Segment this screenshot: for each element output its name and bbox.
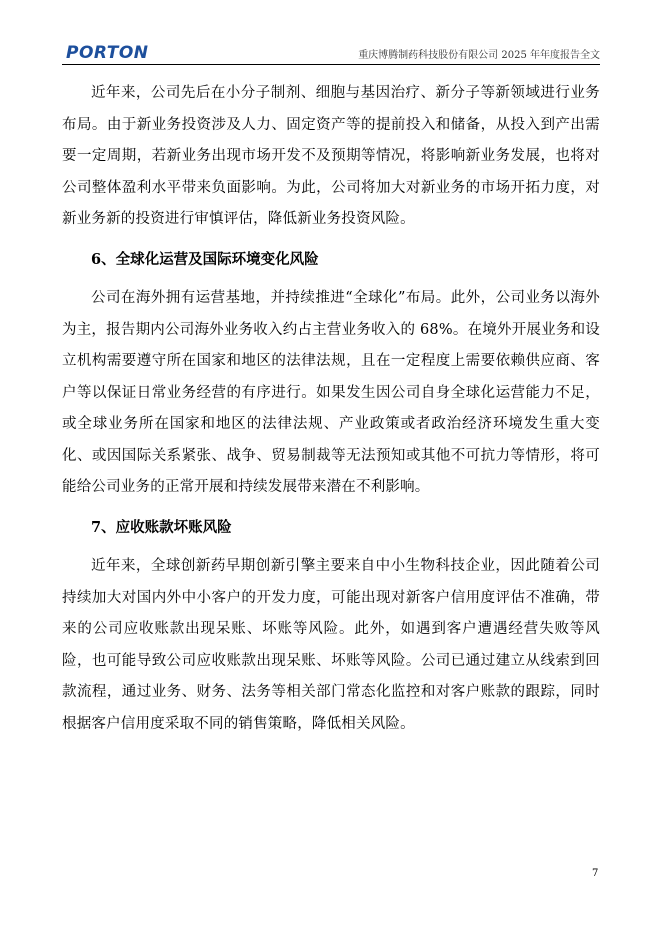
paragraph-new-business-risk: 近年来，公司先后在小分子制剂、细胞与基因治疗、新分子等新领域进行业务布局。由于新业务投资涉及人力、固定资产等的提前投入和储备，从投入到产出需要一定周期，若新业务出现市场开发不及预期等情况，将影响新业务发展，也将对公司整体盈利水平带来负面影响。为此，公司将加大对新业务的市场开拓力度，对新业务新的投资进行审慎评估，降低新业务投资风险。 — [62, 85, 600, 227]
porton-logo: PORTON — [66, 43, 149, 63]
report-title: 重庆博腾制药科技股份有限公司 2025 年年度报告全文 — [358, 50, 600, 61]
header-divider — [62, 64, 600, 65]
document-body — [62, 78, 600, 740]
paragraph-globalization-risk: 公司在海外拥有运营基地，并持续推进“全球化”布局。此外，公司业务以海外为主，报告期内公司海外业务收入约占主营业务收入的 68%。在境外开展业务和设立机构需要遵守所在国家和地区的法律法规，且在一定程度上需要依赖供应商、客户等以保证日常业务经营的有序进行。如果发生因公司自身全球化运营能力不足，或全球业务所在国家和地区的法律法规、产业政策或者政治经济环境发生重大变化、或因国际关系紧张、战争、贸易制裁等无法预知或其他不可抗力等情形，将可能给公司业务的正常开展和持续发展带来潜在不利影响。 — [62, 290, 600, 495]
paragraph-receivables-risk: 近年来，全球创新药早期创新引擎主要来自中小生物科技企业，因此随着公司持续加大对国内外中小客户的开发力度，可能出现对新客户信用度评估不准确，带来的公司应收账款出现呆账、坏账等风险。此外，如遇到客户遭遇经营失败等风险，也可能导致公司应收账款出现呆账、坏账等风险。公司已通过建立从线索到回款流程，通过业务、财务、法务等相关部门常态化监控和对客户账款的跟踪，同时根据客户信用度采取不同的销售策略，降低相关风险。 — [62, 558, 600, 732]
page-number: 7 — [592, 868, 599, 879]
heading-globalization-risk: 6、全球化运营及国际环境变化风险 — [91, 250, 319, 268]
page-header — [62, 42, 600, 64]
heading-receivables-risk: 7、应收账款坏账风险 — [91, 518, 232, 536]
